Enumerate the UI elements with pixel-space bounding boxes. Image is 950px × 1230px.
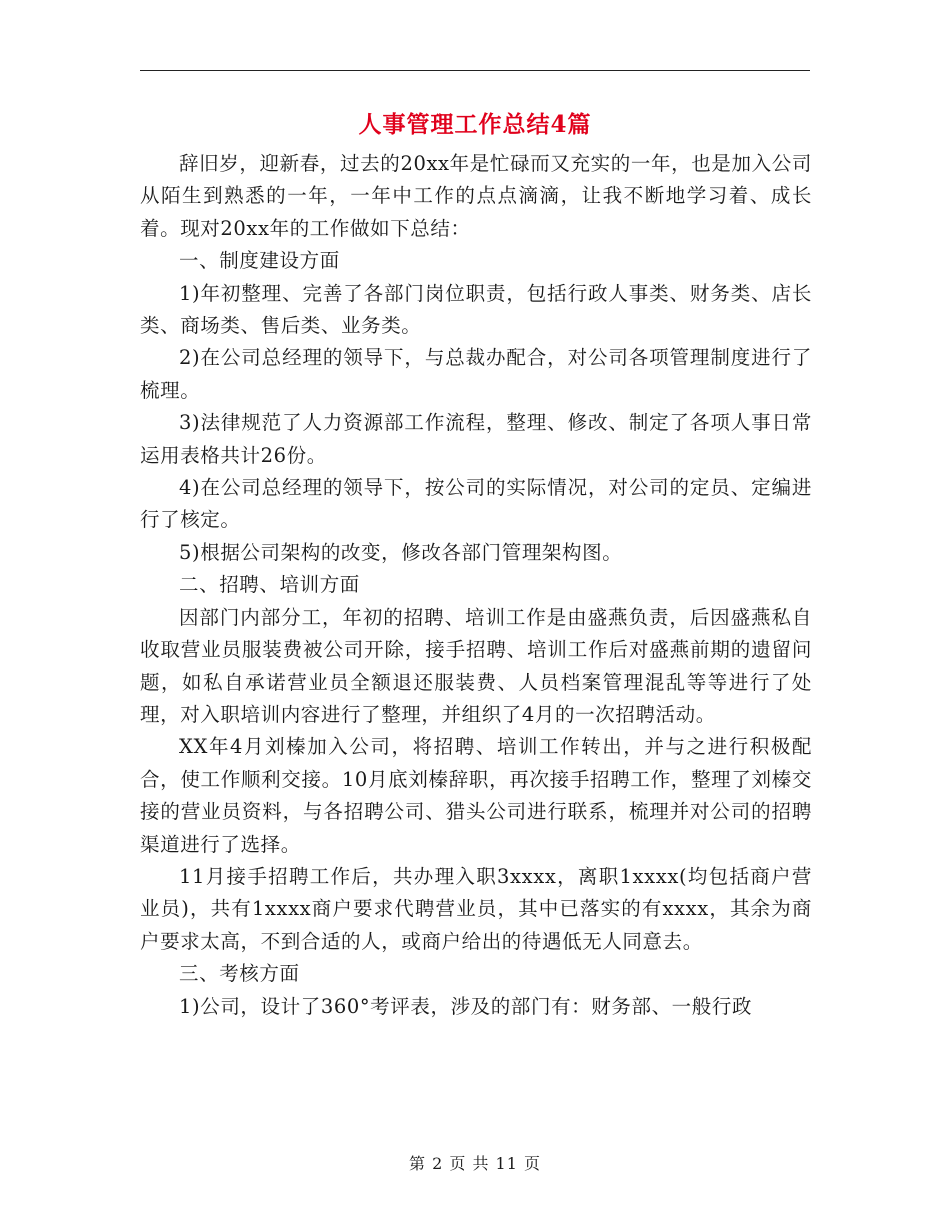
list-item: 3)法律规范了人力资源部工作流程，整理、修改、制定了各项人事日常运用表格共计26份。 [140, 411, 812, 467]
document-title: 人事管理工作总结4篇 [358, 111, 592, 138]
document-body [140, 148, 812, 1023]
section-heading-system: 一、制度建设方面 [179, 249, 340, 273]
list-item: 1)年初整理、完善了各部门岗位职责，包括行政人事类、财务类、店长类、商场类、售后类、业务类。 [140, 281, 812, 338]
body-paragraph: 11月接手招聘工作后，共办理入职3xxxx，离职1xxxx(均包括商户营业员)，共有1xxxx商户要求代聘营业员，其中已落实的有xxxx，其余为商户要求太高，不到合适的人，或商户给出的待遇低无人同意去。 [140, 864, 812, 953]
page-footer: 第 2 页 共 11 页 [409, 1154, 541, 1173]
section-heading-assessment: 三、考核方面 [179, 962, 300, 986]
intro-paragraph: 辞旧岁，迎新春，过去的20xx年是忙碌而又充实的一年，也是加入公司从陌生到熟悉的一年，一年中工作的点点滴滴，让我不断地学习着、成长着。现对20xx年的工作做如下总结： [140, 152, 812, 240]
body-paragraph: 因部门内部分工，年初的招聘、培训工作是由盛燕负责，后因盛燕私自收取营业员服装费被公司开除，接手招聘、培训工作后对盛燕前期的遗留问题，如私自承诺营业员全额退还服装费、人员档案管理混乱等等进行了处理，对入职培训内容进行了整理，并组织了4月的一次招聘活动。 [140, 605, 812, 726]
body-paragraph: XX年4月刘榛加入公司，将招聘、培训工作转出，并与之进行积极配合，使工作顺利交接。10月底刘榛辞职，再次接手招聘工作，整理了刘榛交接的营业员资料，与各招聘公司、猎头公司进行联系，梳理并对公司的招聘渠道进行了选择。 [140, 735, 812, 856]
section-heading-recruitment: 二、招聘、培训方面 [179, 573, 360, 597]
header-rule [140, 70, 810, 71]
list-item: 1)公司，设计了360°考评表，涉及的部门有：财务部、一般行政 [179, 994, 753, 1018]
list-item: 5)根据公司架构的改变，修改各部门管理架构图。 [179, 540, 623, 564]
list-item: 2)在公司总经理的领导下，与总裁办配合，对公司各项管理制度进行了梳理。 [140, 346, 812, 402]
list-item: 4)在公司总经理的领导下，按公司的实际情况，对公司的定员、定编进行了核定。 [140, 476, 812, 532]
